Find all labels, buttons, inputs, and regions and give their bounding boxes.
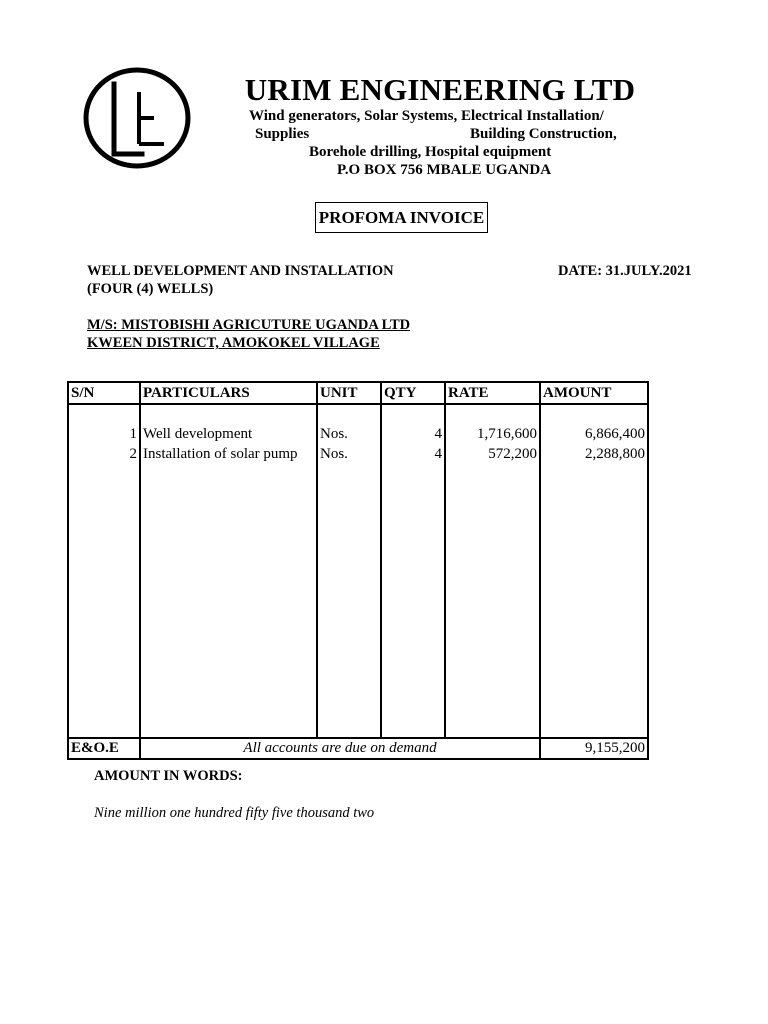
table-header-row <box>68 382 648 404</box>
company-tagline-line-2b: Building Construction, <box>470 126 617 142</box>
column-unit <box>317 404 381 738</box>
header-rate: RATE <box>445 382 540 404</box>
client-name: M/S: MISTOBISHI AGRICUTURE UGANDA LTD <box>87 317 411 333</box>
row-1-rate: 1,716,600 <box>477 426 537 442</box>
table-body-row <box>68 404 648 738</box>
column-amount <box>540 404 648 738</box>
invoice-subject-line-1: WELL DEVELOPMENT AND INSTALLATION <box>87 263 394 279</box>
row-1-particulars: Well development <box>143 426 253 442</box>
header-particulars: PARTICULARS <box>140 382 317 404</box>
row-1-amount: 6,866,400 <box>585 426 645 442</box>
invoice-total: 9,155,200 <box>540 738 648 759</box>
row-2-unit: Nos. <box>320 445 348 462</box>
company-logo <box>82 66 192 170</box>
column-qty <box>381 404 445 738</box>
amount-in-words-value: Nine million one hundred fifty five thousand two <box>94 805 375 821</box>
table-footer-row <box>68 738 648 759</box>
amount-in-words-label: AMOUNT IN WORDS: <box>94 768 243 784</box>
invoice-title <box>315 202 488 233</box>
row-2-particulars: Installation of solar pump <box>143 445 298 462</box>
payment-terms-note: All accounts are due on demand <box>140 738 540 759</box>
row-1-unit: Nos. <box>320 426 348 442</box>
header-qty: QTY <box>381 382 445 404</box>
invoice-items-table <box>67 381 649 760</box>
row-1-sn: 1 <box>129 426 137 442</box>
row-2-sn: 2 <box>129 445 137 462</box>
company-tagline-line-1: Wind generators, Solar Systems, Electrical Installation/ <box>249 108 604 124</box>
header-sn: S/N <box>68 382 140 404</box>
row-2-amount: 2,288,800 <box>585 445 645 462</box>
header-unit: UNIT <box>317 382 381 404</box>
row-2-rate: 572,200 <box>488 445 537 462</box>
company-tagline-line-3: Borehole drilling, Hospital equipment <box>309 144 552 160</box>
invoice-date: DATE: 31.JULY.2021 <box>558 263 692 279</box>
company-tagline-line-2a: Supplies <box>255 126 310 142</box>
eoe-label: E&O.E <box>68 738 140 759</box>
invoice-subject-line-2: (FOUR (4) WELLS) <box>87 281 214 297</box>
company-name: URIM ENGINEERING LTD <box>244 72 636 107</box>
invoice-title-text: PROFOMA INVOICE <box>318 207 485 227</box>
header-amount: AMOUNT <box>540 382 648 404</box>
company-address: P.O BOX 756 MBALE UGANDA <box>337 162 552 178</box>
column-particulars <box>140 404 317 738</box>
row-2-qty: 4 <box>434 445 442 462</box>
row-1-qty: 4 <box>434 426 442 442</box>
client-location: KWEEN DISTRICT, AMOKOKEL VILLAGE <box>87 335 380 351</box>
column-rate <box>445 404 540 738</box>
column-sn <box>68 404 140 738</box>
